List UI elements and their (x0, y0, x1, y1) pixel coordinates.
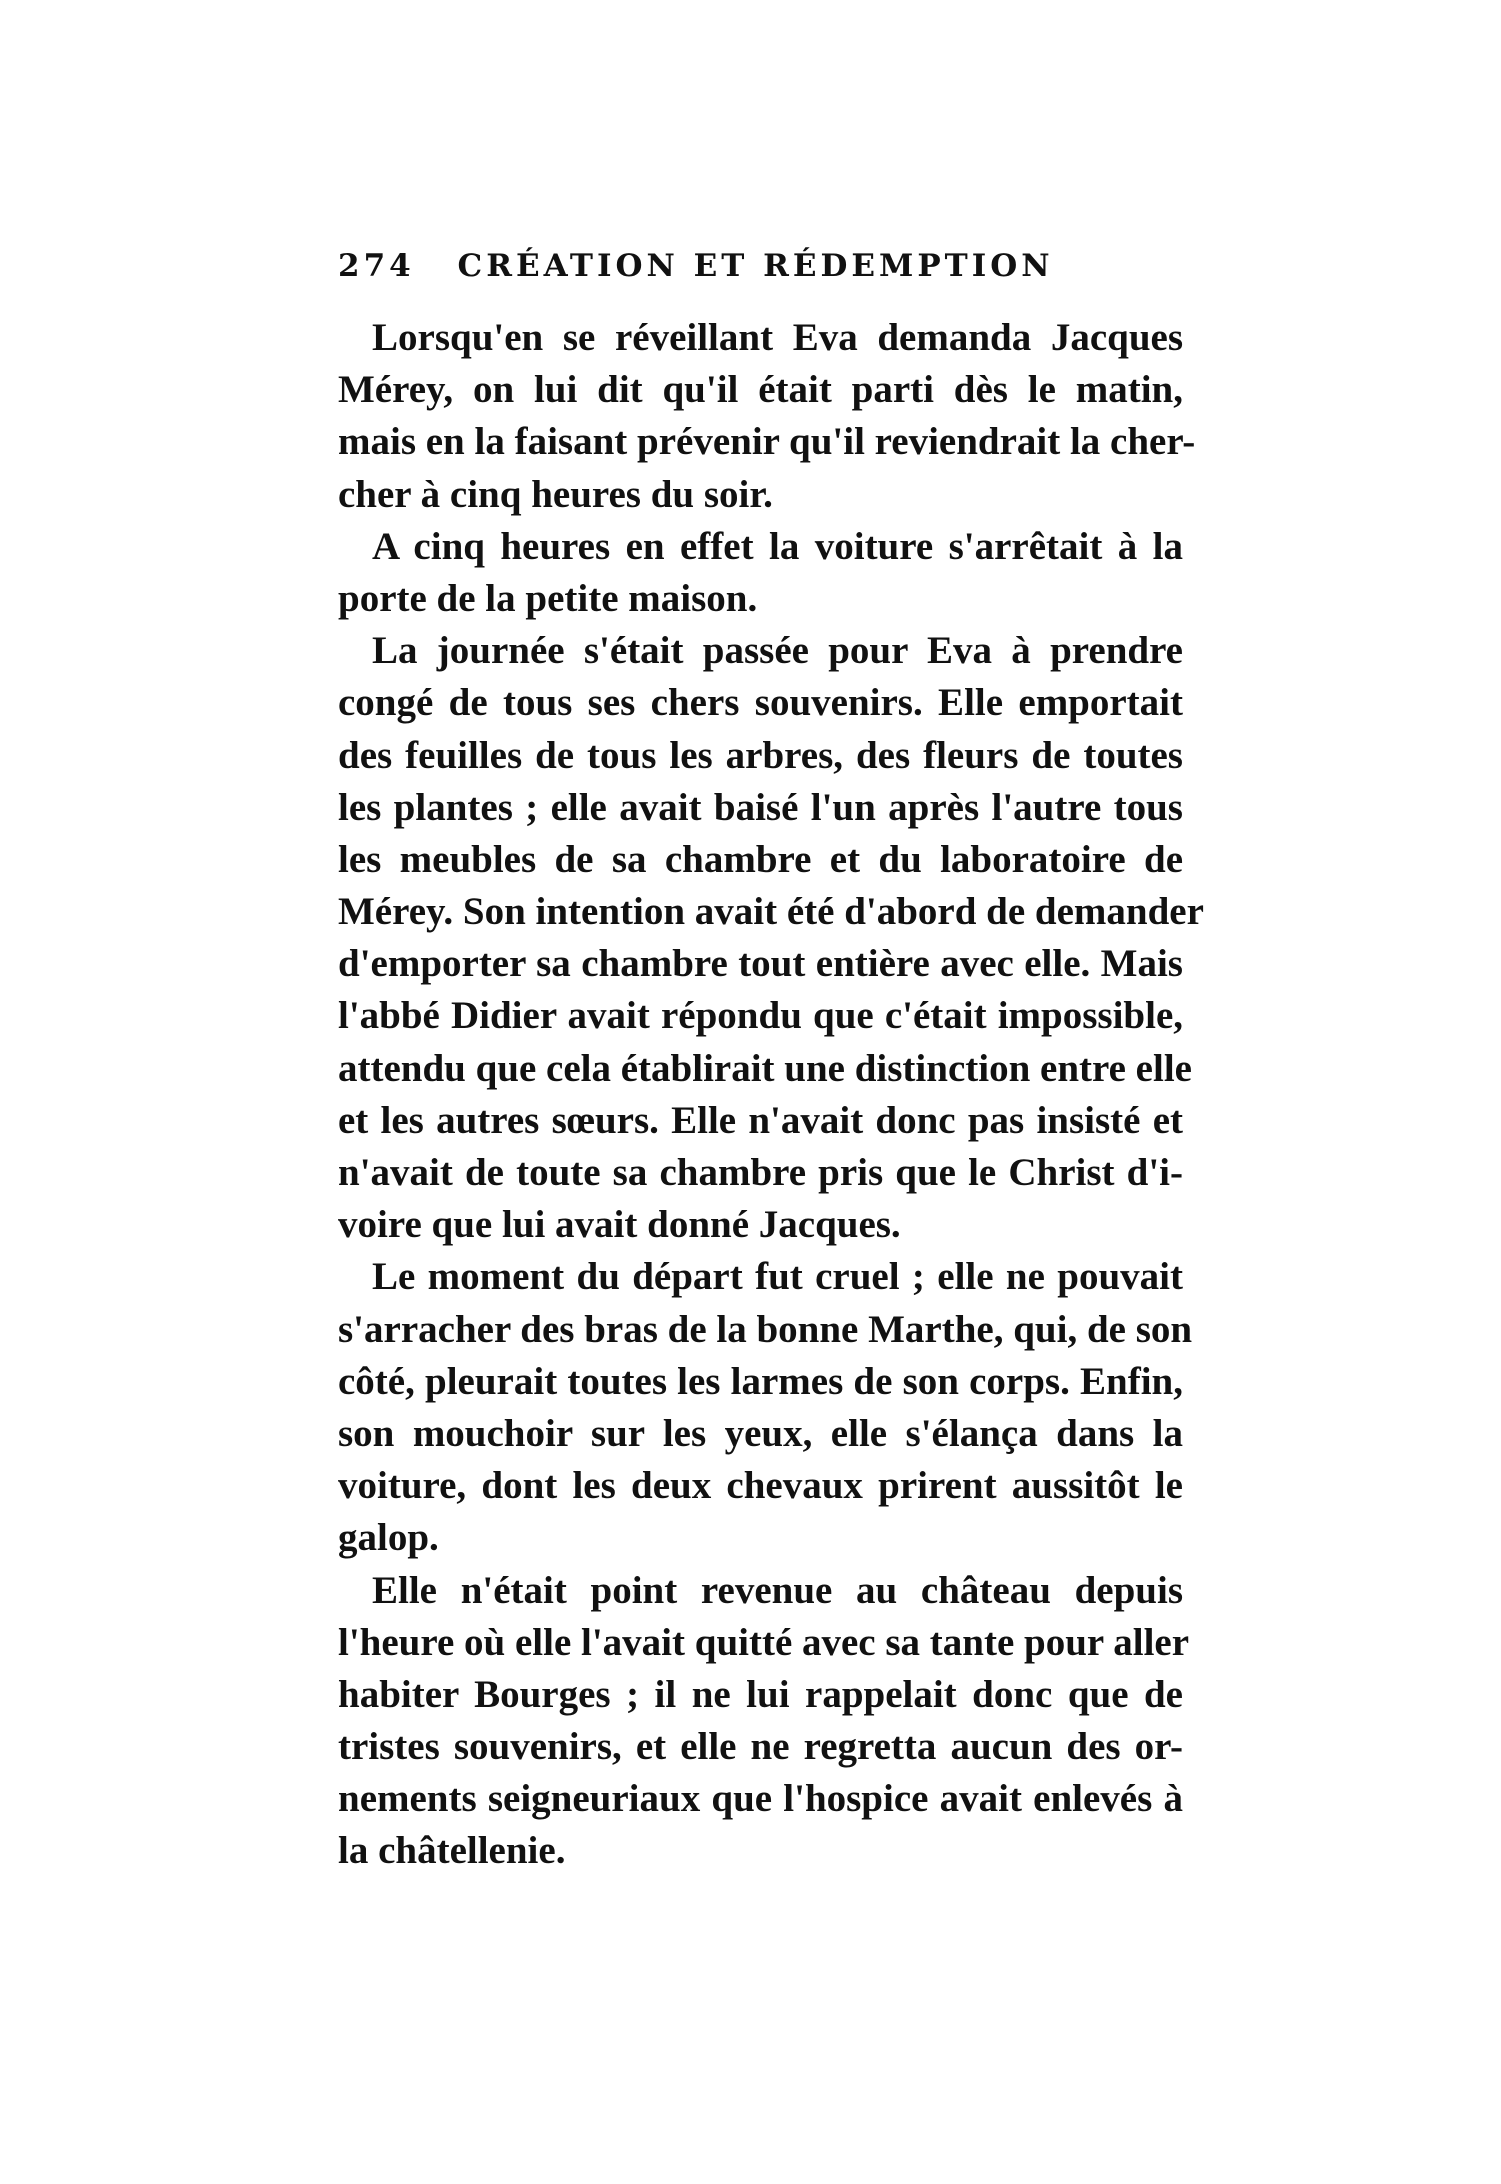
text-line: mais en la faisant prévenir qu'il reviendrait la cher- (338, 420, 1196, 464)
text-line: cher à cinq heures du soir. (338, 472, 773, 516)
page-number: 274 (338, 248, 415, 284)
text-line: nements seigneuriaux que l'hospice avait enlevés à (338, 1777, 1183, 1821)
text-line: A cinq heures en effet la voiture s'arrêtait à la (372, 524, 1183, 568)
text-line: tristes souvenirs, et elle ne regretta aucun des or- (338, 1725, 1183, 1769)
text-line: son mouchoir sur les yeux, elle s'élança dans la (338, 1411, 1183, 1455)
page-body-text (338, 312, 1204, 1878)
text-line: porte de la petite maison. (338, 576, 758, 620)
text-line: Elle n'était point revenue au château depuis (372, 1568, 1183, 1612)
text-line: La journée s'était passée pour Eva à prendre (372, 629, 1183, 673)
text-line: les meubles de sa chambre et du laboratoire de (338, 837, 1183, 881)
text-line: voire que lui avait donné Jacques. (338, 1203, 901, 1247)
text-line: Mérey. Son intention avait été d'abord de demander (338, 890, 1204, 934)
text-line: n'avait de toute sa chambre pris que le Christ d'i- (338, 1151, 1183, 1194)
text-line: l'heure où elle l'avait quitté avec sa tante pour aller (338, 1620, 1190, 1664)
text-line: Lorsqu'en se réveillant Eva demanda Jacques (372, 316, 1183, 359)
text-line: la châtellenie. (338, 1829, 566, 1873)
running-header (338, 248, 1183, 284)
text-line: s'arracher des bras de la bonne Marthe, qui, de son (338, 1307, 1193, 1351)
text-line: congé de tous ses chers souvenirs. Elle emportait (338, 681, 1183, 725)
text-line: d'emporter sa chambre tout entière avec elle. Mais (338, 942, 1183, 986)
text-line: l'abbé Didier avait répondu que c'était impossible, (338, 994, 1183, 1038)
text-line: des feuilles de tous les arbres, des fleurs de toutes (338, 733, 1183, 777)
text-line: galop. (338, 1516, 439, 1560)
text-line: Le moment du départ fut cruel ; elle ne pouvait (372, 1255, 1183, 1299)
text-line: voiture, dont les deux chevaux prirent aussitôt le (338, 1464, 1183, 1508)
text-line: Mérey, on lui dit qu'il était parti dès le matin, (338, 368, 1183, 412)
text-line: les plantes ; elle avait baisé l'un après l'autre tous (338, 785, 1183, 829)
text-line: attendu que cela établirait une distinction entre elle (338, 1046, 1192, 1090)
text-line: côté, pleurait toutes les larmes de son corps. Enfin, (338, 1359, 1183, 1403)
text-line: habiter Bourges ; il ne lui rappelait donc que de (338, 1672, 1183, 1716)
running-title: CRÉATION ET RÉDEMPTION (457, 248, 1054, 284)
text-line: et les autres sœurs. Elle n'avait donc pas insisté et (338, 1098, 1183, 1142)
